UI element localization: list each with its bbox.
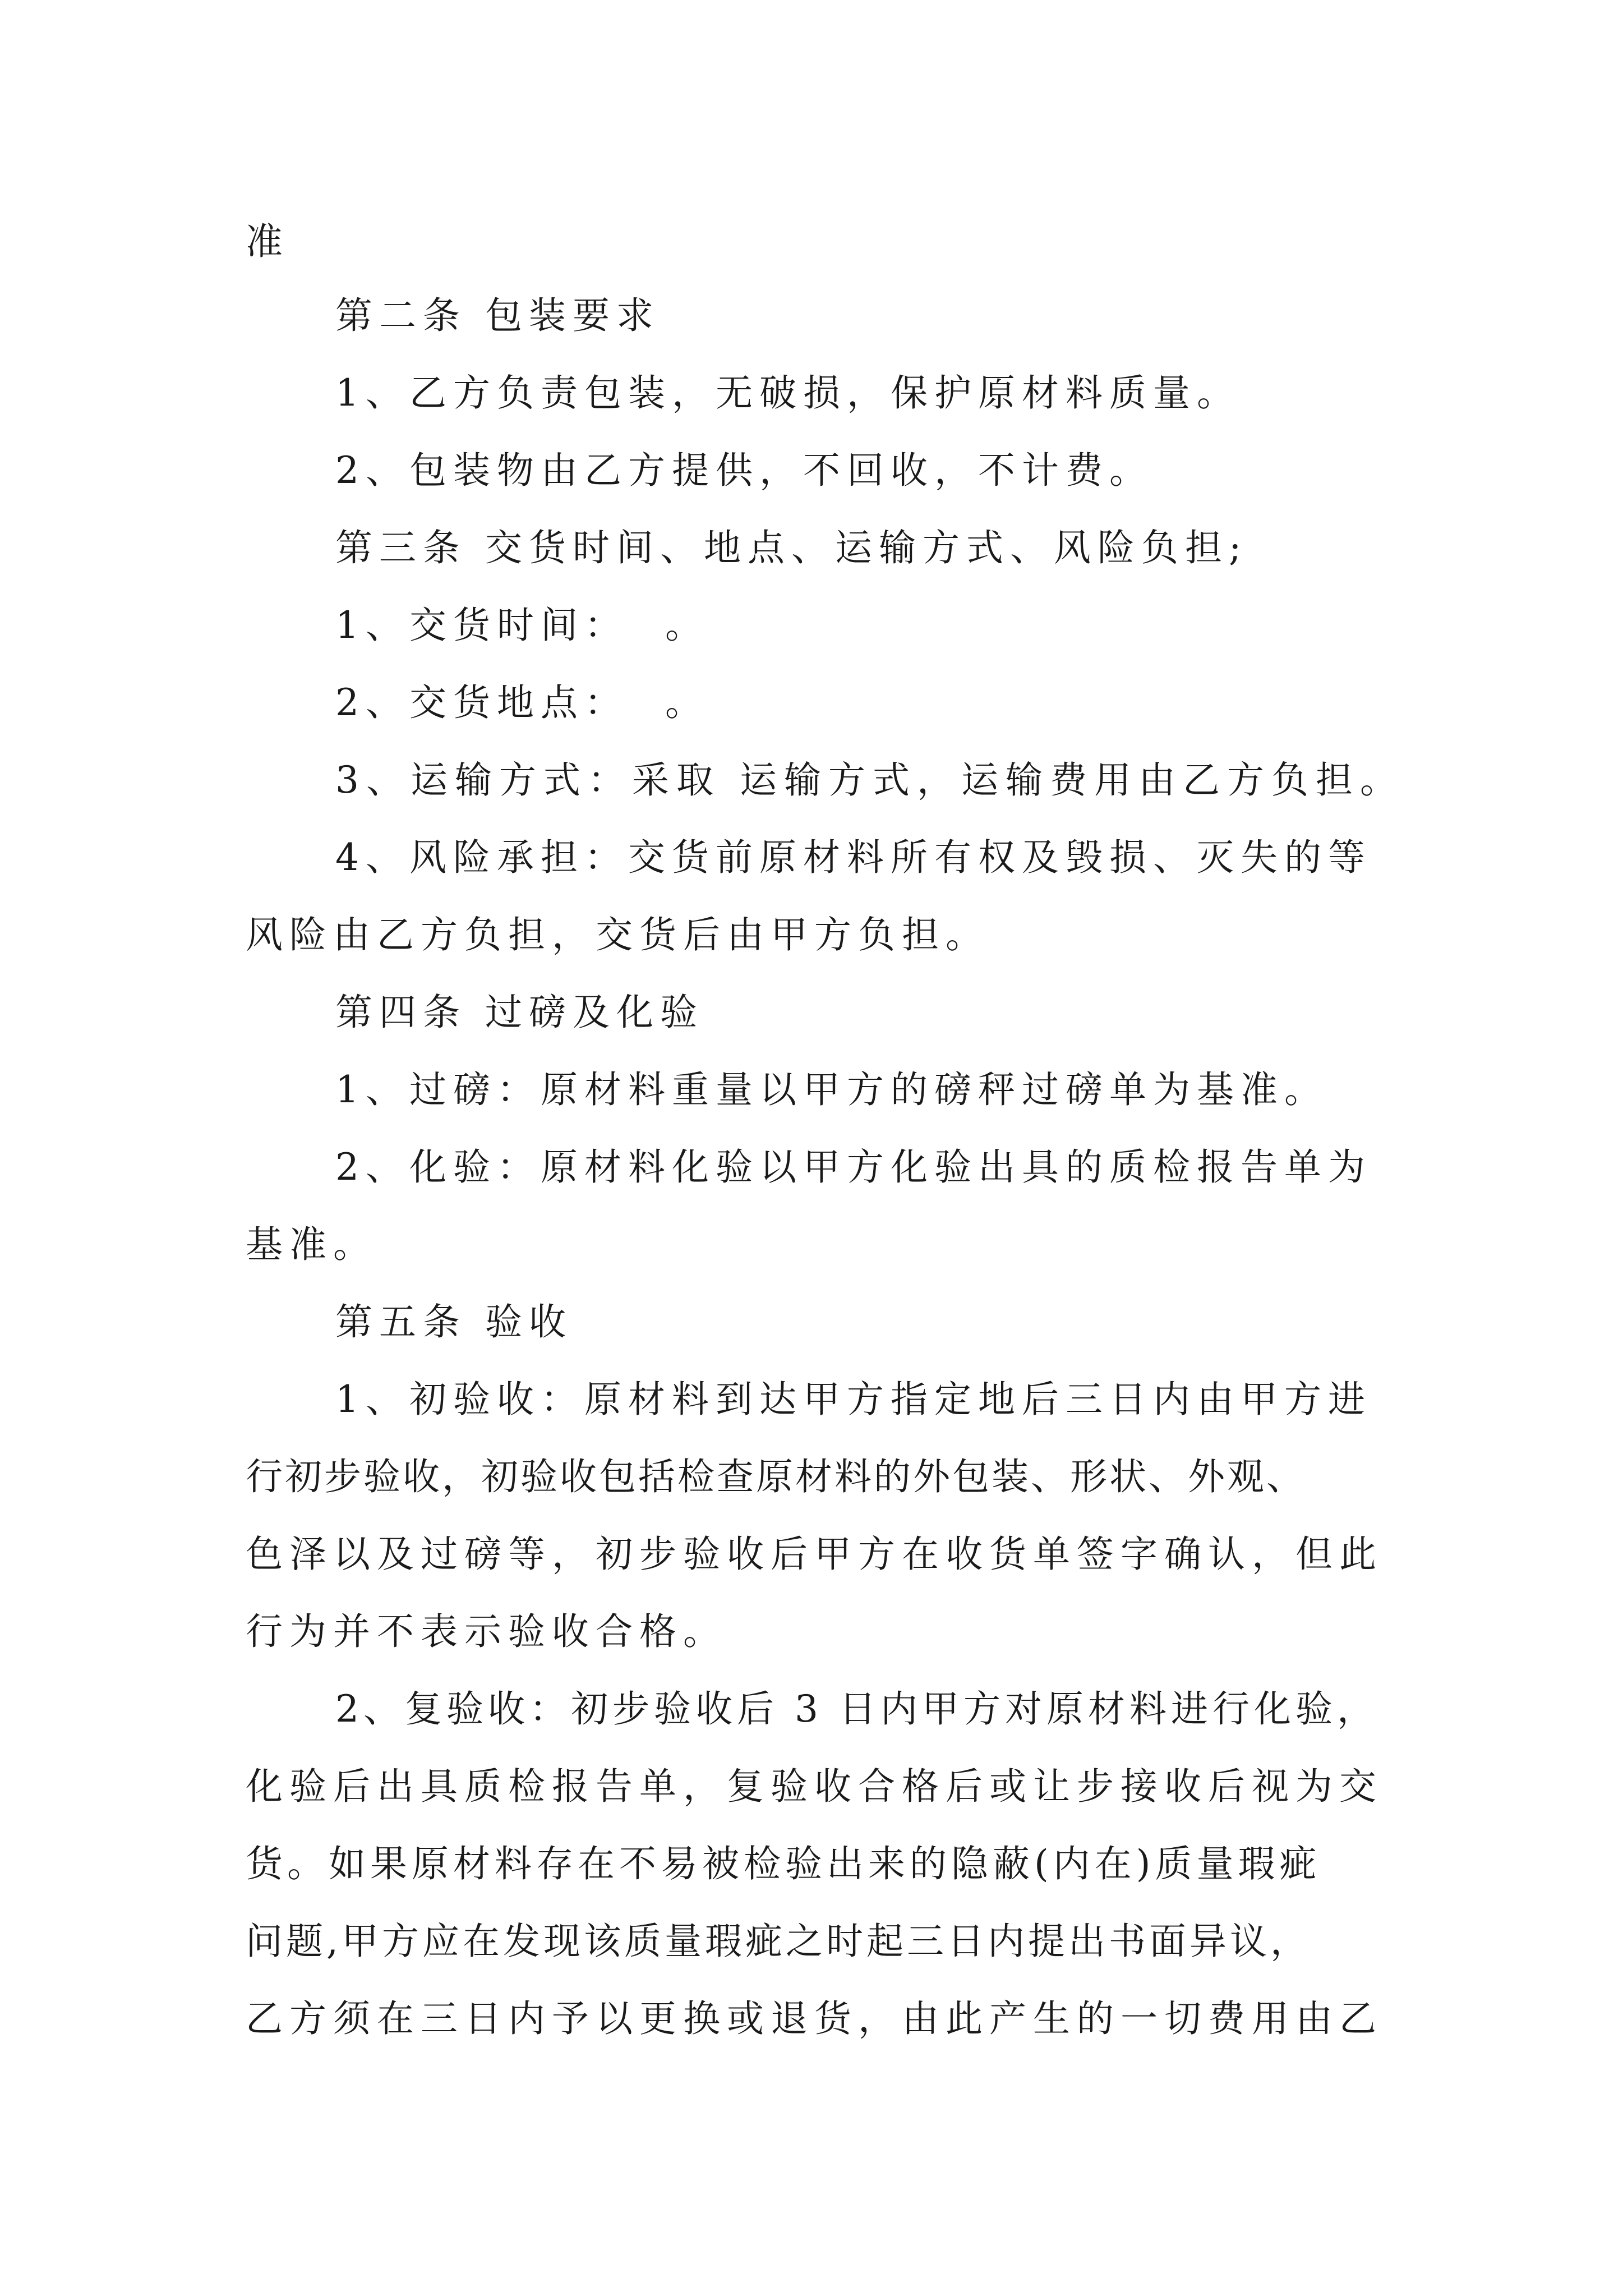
text-line: 行初步验收，初验收包括检查原材料的外包装、形状、外观、 <box>246 1455 1306 1498</box>
text-line: 风险由乙方负担，交货后由甲方负担。 <box>246 913 989 956</box>
text-line: 2、化验：原材料化验以甲方化验出具的质检报告单为 <box>335 1145 1372 1189</box>
section-heading: 第五条 验收 <box>335 1300 573 1343</box>
text-line: 1、乙方负责包装，无破损，保护原材料质量。 <box>335 371 1241 415</box>
text-line: 1、交货时间： 。 <box>335 604 709 647</box>
text-line: 3、运输方式：采取 运输方式，运输费用由乙方负担。 <box>335 758 1404 802</box>
text-line: 行为并不表示验收合格。 <box>246 1610 727 1653</box>
text-line: 2、包装物由乙方提供，不回收，不计费。 <box>335 449 1153 492</box>
text-line: 4、风险承担：交货前原材料所有权及毁损、灭失的等 <box>335 836 1372 879</box>
section-heading: 第四条 过磅及化验 <box>335 991 704 1034</box>
text-line: 2、交货地点： 。 <box>335 681 709 724</box>
section-heading: 第二条 包装要求 <box>335 294 660 337</box>
text-line: 问题,甲方应在发现该质量瑕疵之时起三日内提出书面异议， <box>246 1920 1311 1963</box>
section-heading: 第三条 交货时间、地点、运输方式、风险负担; <box>335 526 1248 569</box>
text-line: 乙方须在三日内予以更换或退货，由此产生的一切费用由乙 <box>246 1997 1383 2040</box>
text-line: 2、复验收：初步验收后 3 日内甲方对原材料进行化验， <box>335 1687 1378 1731</box>
text-line: 1、初验收：原材料到达甲方指定地后三日内由甲方进 <box>335 1378 1372 1421</box>
text-line: 色泽以及过磅等，初步验收后甲方在收货单签字确认，但此 <box>246 1533 1383 1576</box>
text-line: 基准。 <box>246 1223 377 1266</box>
text-line: 货。如果原材料存在不易被检验出来的隐蔽(内在)质量瑕疵 <box>246 1842 1321 1885</box>
text-line: 1、过磅：原材料重量以甲方的磅秤过磅单为基准。 <box>335 1068 1328 1111</box>
text-line: 化验后出具质检报告单，复验收合格后或让步接收后视为交 <box>246 1765 1383 1808</box>
text-line: 准 <box>246 220 289 263</box>
